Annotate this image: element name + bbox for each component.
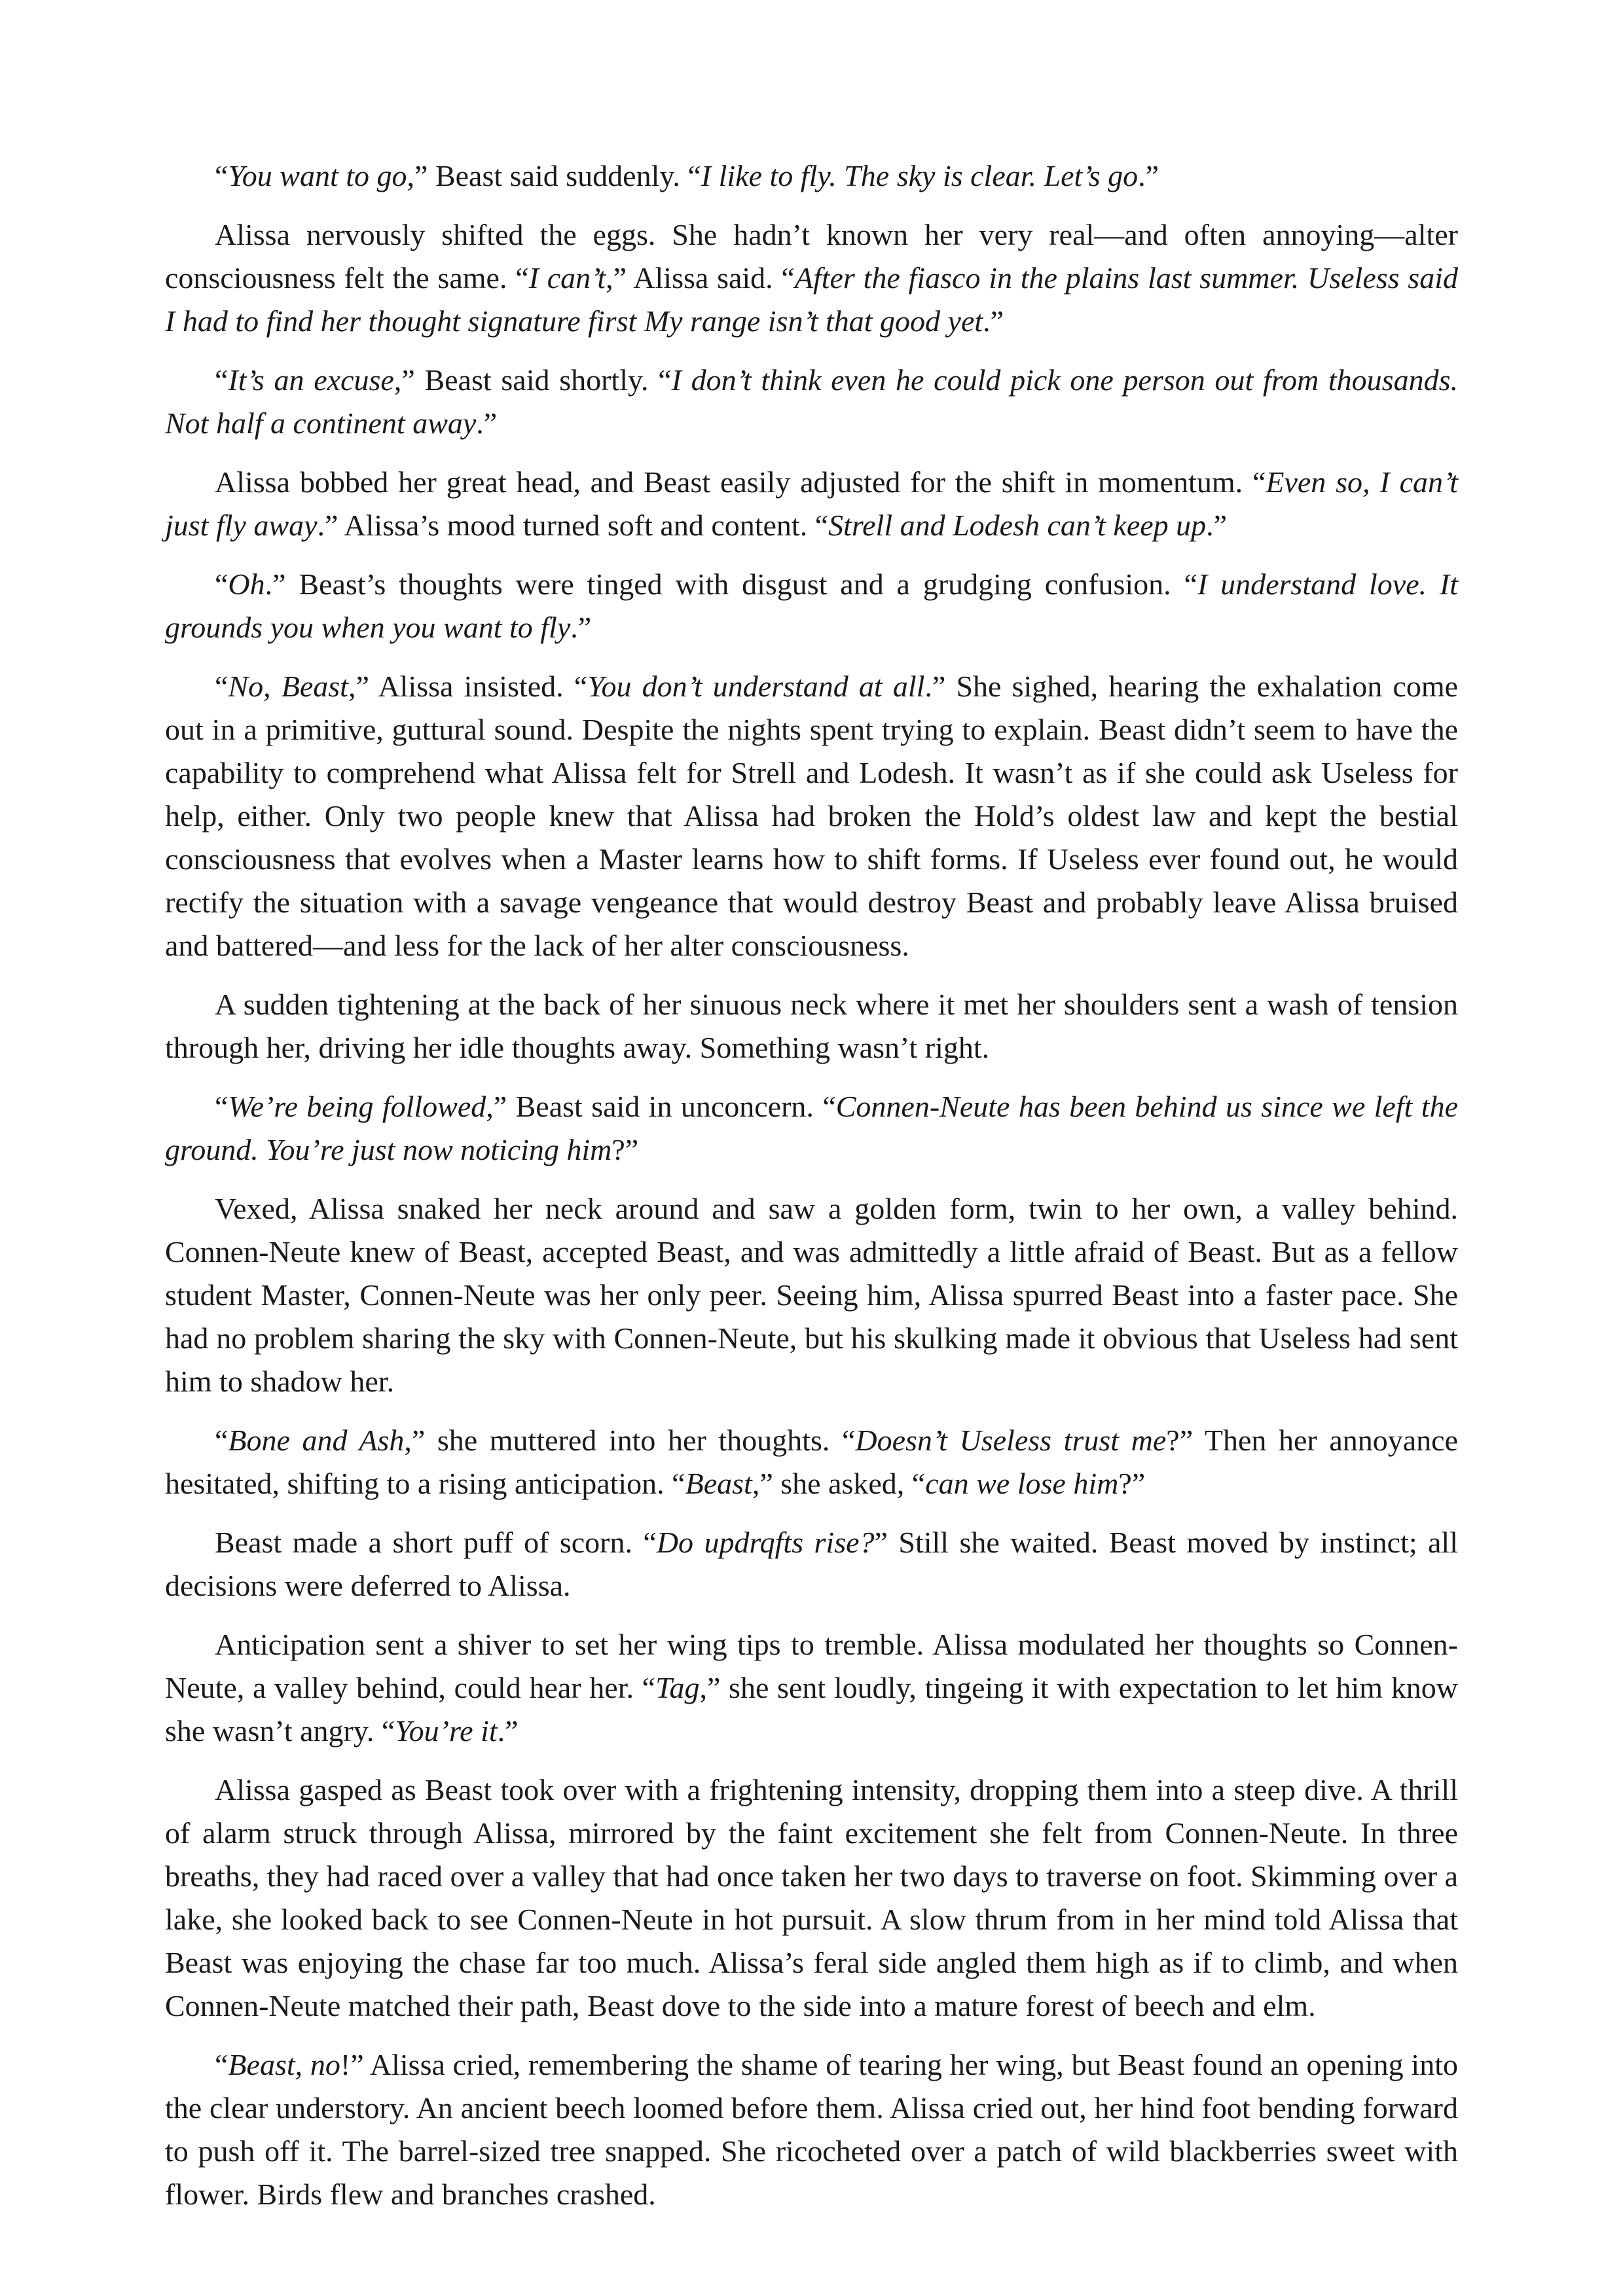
text-run: .” [1138, 159, 1159, 192]
italic-text-run: I don’t think even he could pick one person out from thousands. Not half a continent away [165, 363, 1458, 440]
italic-text-run: Even so, I can’t just fly away [165, 465, 1458, 542]
paragraph-7 [165, 983, 1458, 1069]
text-run: ” Still she waited. Beast moved by instinct; all decisions were deferred to Alissa. [165, 1526, 1458, 1602]
text-run: .” Beast’s thoughts were tinged with disgust and a grudging confusion. “ [264, 567, 1197, 601]
italic-text-run: Beast [685, 1467, 752, 1500]
text-run: ,” Alissa insisted. “ [348, 670, 588, 703]
text-run: “ [215, 2048, 228, 2081]
paragraph-6 [165, 665, 1458, 967]
italic-text-run: No, Beast [228, 670, 348, 703]
italic-text-run: Doesn’t Useless trust me [855, 1424, 1167, 1457]
italic-text-run: Oh [228, 567, 265, 601]
italic-text-run: You’re it [395, 1714, 498, 1748]
italic-text-run: Do updrqfts rise? [656, 1526, 875, 1559]
paragraph-10 [165, 1419, 1458, 1505]
text-run: ,” Beast said suddenly. “ [407, 159, 701, 192]
text-run: Alissa bobbed her great head, and Beast easily adjusted for the shift in momentum. “ [215, 465, 1266, 499]
text-run: ,” she sent loudly, tingeing it with expectation to let him know she wasn’t angry. “ [165, 1671, 1458, 1748]
text-run: “ [215, 670, 228, 703]
italic-text-run: Beast, no [228, 2048, 340, 2081]
paragraph-12 [165, 1623, 1458, 1753]
text-run: !” Alissa cried, remembering the shame of tearing her wing, but Beast found an opening into the clear understory. An ancient beech loomed before them. Alissa cried out, her hind foot bending forward to push off it. The barrel-sized tree snapped. She ricocheted over a patch of wild blackberries sweet with flower. Birds flew and branches crashed. [165, 2048, 1458, 2211]
text-run: ?” [1118, 1467, 1146, 1500]
text-run: “ [215, 363, 228, 397]
italic-text-run: I can’t [528, 261, 606, 295]
paragraph-14 [165, 2043, 1458, 2216]
paragraph-5 [165, 563, 1458, 649]
paragraph-9 [165, 1187, 1458, 1403]
italic-text-run: We’re being followed [228, 1090, 486, 1123]
text-run: “ [215, 1090, 228, 1123]
text-run: Vexed, Alissa snaked her neck around and saw a golden form, twin to her own, a valley behind. Connen-Neute knew of Beast, accepted Beast, and was admittedly a little afraid of Beast. But as a fellow student Master, Connen-Neute was her only peer. Seeing him, Alissa spurred Beast into a faster pace. She had no problem sharing the sky with Connen-Neute, but his skulking made it obvious that Useless had sent him to shadow her. [165, 1192, 1458, 1398]
text-run: Anticipation sent a shiver to set her wing tips to tremble. Alissa modulated her thoughts so Connen-Neute, a valley behind, could hear her. “ [165, 1628, 1458, 1704]
text-run: ,” Alissa said. “ [606, 261, 795, 295]
italic-text-run: You don’t understand at all [587, 670, 925, 703]
text-run: “ [215, 567, 228, 601]
italic-text-run: After the fiasco in the plains last summer. Useless said I had to find her thought signature first My range isn’t that good yet [165, 261, 1458, 338]
text-run: “ [215, 1424, 228, 1457]
text-run: .” [983, 304, 1004, 338]
text-run: A sudden tightening at the back of her sinuous neck where it met her shoulders sent a wash of tension through her, driving her idle thoughts away. Something wasn’t right. [165, 988, 1458, 1064]
text-run: ,” she asked, “ [752, 1467, 926, 1500]
text-run: .” [570, 611, 592, 644]
text-run: .” [1206, 509, 1228, 542]
italic-text-run: can we lose him [925, 1467, 1119, 1500]
text-run: ,” Beast said shortly. “ [393, 363, 672, 397]
text-run: .” [497, 1714, 519, 1748]
page-body [165, 154, 1458, 2232]
paragraph-2 [165, 213, 1458, 343]
text-run: Alissa gasped as Beast took over with a frightening intensity, dropping them into a steep dive. A thrill of alarm struck through Alissa, mirrored by the faint excitement she felt from Connen-Neute. In three breaths, they had raced over a valley that had once taken her two days to traverse on foot. Skimming over a lake, she looked back to see Connen-Neute in hot pursuit. A slow thrum from in her mind told Alissa that Beast was enjoying the chase far too much. Alissa’s feral side angled them high as if to climb, and when Connen-Neute matched their path, Beast dove to the side into a mature forest of beech and elm. [165, 1773, 1458, 2022]
text-run: Beast made a short puff of scorn. “ [215, 1526, 657, 1559]
italic-text-run: I understand love. It grounds you when you want to fly [165, 567, 1458, 644]
paragraph-8 [165, 1085, 1458, 1172]
text-run: Alissa nervously shifted the eggs. She hadn’t known her very real—and often annoying—alter consciousness felt the same. “ [165, 218, 1458, 295]
paragraph-1 [165, 154, 1458, 198]
text-run: ,” Beast said in unconcern. “ [486, 1090, 836, 1123]
text-run: .” Alissa’s mood turned soft and content. “ [317, 509, 829, 542]
text-run: .” She sighed, hearing the exhalation come out in a primitive, guttural sound. Despite the nights spent trying to explain. Beast didn’t seem to have the capability to comprehend what Alissa felt for Strell and Lodesh. It wasn’t as if she could ask Useless for help, either. Only two people knew that Alissa had broken the Hold’s oldest law and kept the bestial consciousness that evolves when a Master learns how to shift forms. If Useless ever found out, he would rectify the situation with a savage vengeance that would destroy Beast and probably leave Alissa bruised and battered—and less for the lack of her alter consciousness. [165, 670, 1459, 962]
text-run: ?” Then her annoyance hesitated, shifting to a rising anticipation. “ [165, 1424, 1459, 1500]
text-run: .” [476, 406, 498, 440]
italic-text-run: Tag [655, 1671, 700, 1704]
italic-text-run: Connen-Neute has been behind us since we left the ground. You’re just now noticing him [165, 1090, 1458, 1166]
italic-text-run: It’s an excuse [228, 363, 394, 397]
italic-text-run: I like to fly. The sky is clear. Let’s go [701, 159, 1139, 192]
italic-text-run: You want to go [228, 159, 407, 192]
text-run: ?” [611, 1133, 639, 1166]
paragraph-4 [165, 461, 1458, 547]
paragraph-11 [165, 1521, 1458, 1607]
italic-text-run: Strell and Lodesh can’t keep up [828, 509, 1207, 542]
text-run: “ [215, 159, 228, 192]
text-run: ,” she muttered into her thoughts. “ [404, 1424, 856, 1457]
italic-text-run: Bone and Ash [228, 1424, 405, 1457]
paragraph-3 [165, 359, 1458, 445]
paragraph-13 [165, 1768, 1458, 2028]
